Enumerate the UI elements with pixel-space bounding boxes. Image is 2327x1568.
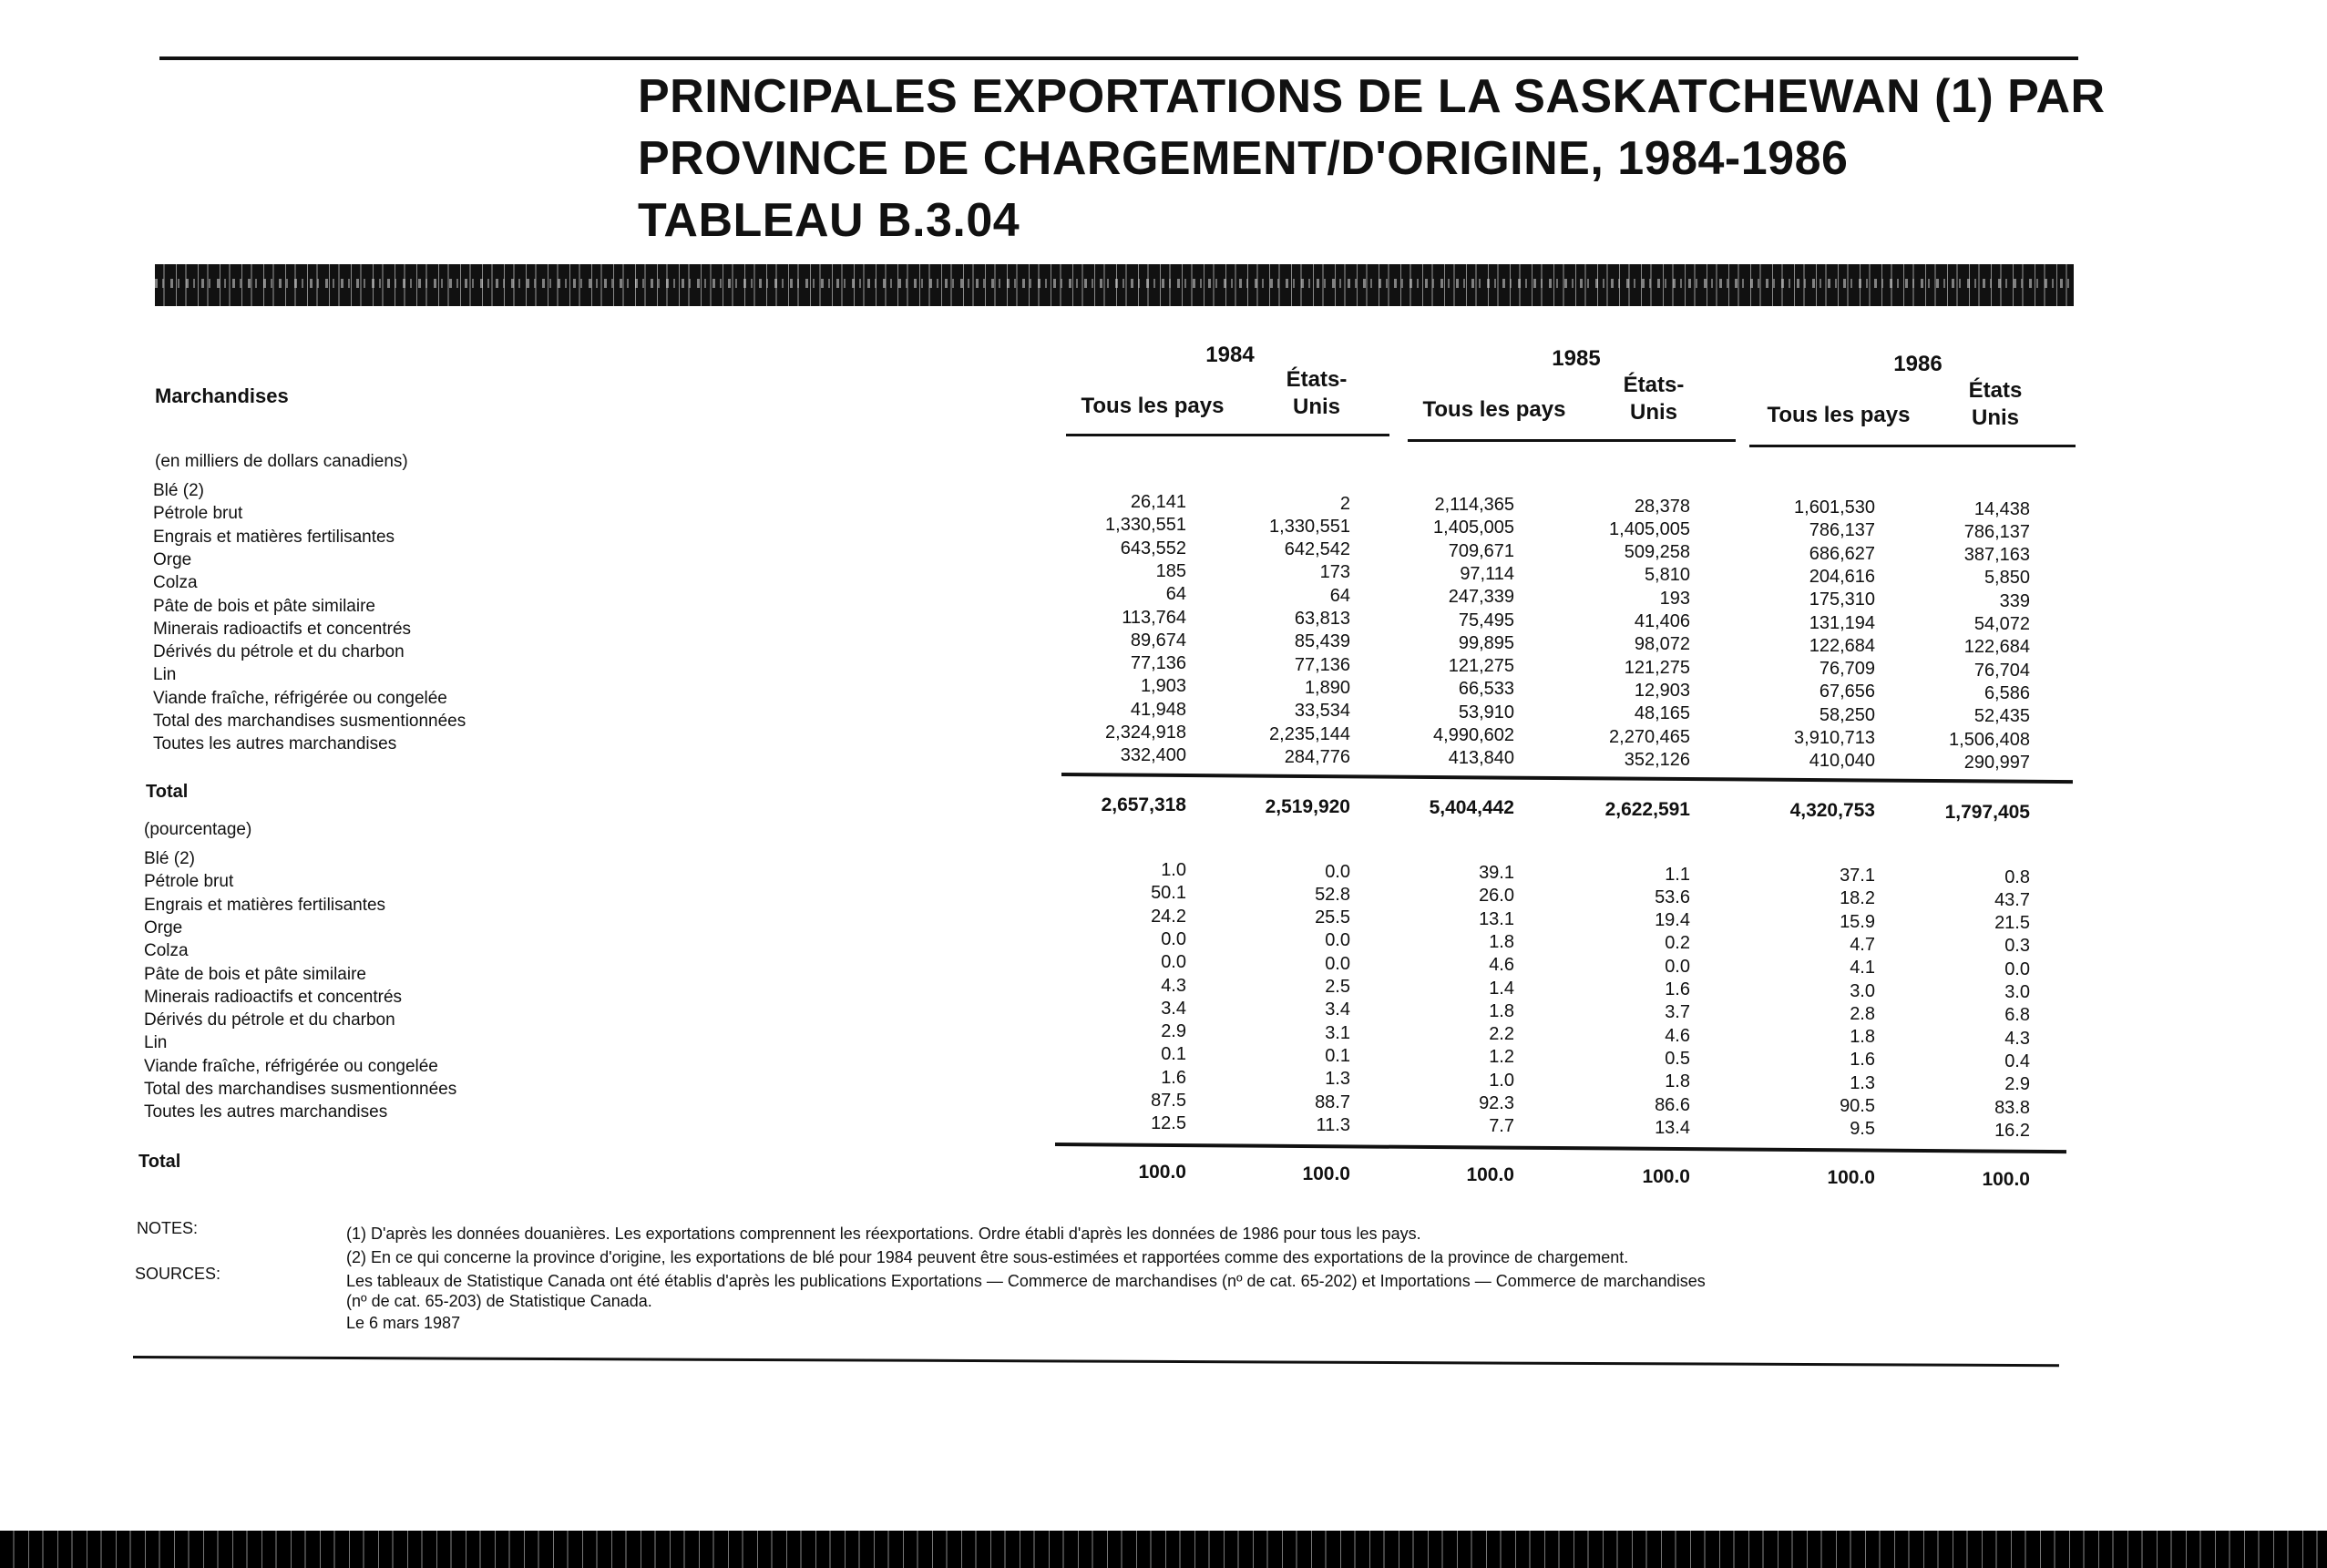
- value-thousands-r2-c2: 1,330,551: [1269, 516, 1350, 537]
- item-label-percentage-11: Total des marchandises susmentionnées: [144, 1080, 457, 1099]
- value-thousands-r7-c2: 85,439: [1294, 631, 1350, 652]
- value-percentage-r7-c4: 3.7: [1665, 1002, 1690, 1023]
- item-label-thousands-7: Minerais radioactifs et concentrés: [153, 619, 412, 639]
- item-label-percentage-9: Lin: [144, 1033, 168, 1053]
- value-thousands-r10-c5: 58,250: [1819, 704, 1875, 725]
- value-thousands-r6-c4: 41,406: [1634, 611, 1690, 631]
- item-label-thousands-9: Lin: [153, 665, 177, 685]
- top-rule: [159, 56, 2078, 60]
- value-percentage-r12-c2: 11.3: [1316, 1114, 1350, 1135]
- value-percentage-r12-c5: 9.5: [1850, 1119, 1875, 1140]
- section-unit-thousands: (en milliers de dollars canadiens): [155, 452, 408, 471]
- value-thousands-r12-c2: 284,776: [1284, 746, 1350, 767]
- value-percentage-r4-c5: 4.7: [1850, 934, 1875, 955]
- value-thousands-r5-c4: 193: [1659, 588, 1690, 609]
- value-percentage-r10-c4: 1.8: [1665, 1071, 1690, 1092]
- item-label-percentage-4: Orge: [144, 917, 183, 938]
- item-label-thousands-12: Toutes les autres marchandises: [153, 734, 397, 754]
- value-thousands-r5-c5: 175,310: [1809, 589, 1875, 610]
- total-rule-2: [1055, 1143, 2066, 1153]
- value-thousands-r5-c3: 247,339: [1448, 587, 1514, 608]
- item-label-thousands-11: Total des marchandises susmentionnées: [153, 712, 466, 731]
- title-line-3: TABLEAU B.3.04: [638, 194, 1020, 247]
- item-label-percentage-7: Minerais radioactifs et concentrés: [144, 987, 403, 1007]
- value-thousands-r12-c4: 352,126: [1624, 749, 1690, 770]
- value-thousands-r8-c2: 77,136: [1294, 654, 1350, 675]
- value-percentage-r10-c6: 2.9: [2004, 1074, 2030, 1095]
- value-percentage-r12-c1: 12.5: [1151, 1113, 1186, 1134]
- value-thousands-r12-c5: 410,040: [1809, 751, 1875, 772]
- value-percentage-r9-c1: 0.1: [1161, 1044, 1186, 1065]
- value-percentage-r6-c6: 3.0: [2004, 982, 2030, 1002]
- value-percentage-r1-c4: 1.1: [1665, 864, 1690, 885]
- value-thousands-r12-c6: 290,997: [1963, 752, 2030, 773]
- value-thousands-r5-c1: 64: [1165, 584, 1186, 605]
- value-percentage-r12-c3: 7.7: [1489, 1116, 1514, 1137]
- total-percentage-c2: 100.0: [1302, 1163, 1350, 1184]
- document-date: Le 6 mars 1987: [346, 1314, 461, 1332]
- title-line-2: PROVINCE DE CHARGEMENT/D'ORIGINE, 1984-1986: [638, 132, 1849, 185]
- item-label-thousands-1: Blé (2): [153, 481, 204, 500]
- value-percentage-r11-c6: 83.8: [1994, 1097, 2030, 1118]
- value-percentage-r11-c2: 88.7: [1315, 1091, 1350, 1112]
- col-1984-all-countries: Tous les pays: [1081, 394, 1225, 418]
- value-thousands-r6-c2: 63,813: [1294, 609, 1350, 629]
- value-percentage-r7-c5: 2.8: [1850, 1003, 1875, 1024]
- value-thousands-r7-c4: 98,072: [1634, 634, 1690, 655]
- value-percentage-r2-c1: 50.1: [1151, 883, 1186, 904]
- item-label-percentage-6: Pâte de bois et pâte similaire: [144, 964, 366, 984]
- value-thousands-r10-c3: 53,910: [1458, 702, 1514, 723]
- value-thousands-r3-c4: 509,258: [1624, 542, 1690, 563]
- value-thousands-r6-c5: 131,194: [1809, 612, 1875, 633]
- total-percentage-c5: 100.0: [1827, 1167, 1875, 1188]
- value-thousands-r9-c4: 12,903: [1634, 680, 1690, 701]
- value-percentage-r2-c2: 52.8: [1315, 884, 1350, 905]
- total-thousands-c3: 5,404,442: [1429, 797, 1514, 818]
- value-thousands-r9-c5: 67,656: [1819, 682, 1875, 702]
- sources-label: SOURCES:: [135, 1265, 221, 1283]
- source-line-2: (nº de cat. 65-203) de Statistique Canada.: [346, 1292, 652, 1310]
- value-percentage-r3-c4: 19.4: [1655, 910, 1690, 931]
- value-percentage-r2-c4: 53.6: [1655, 886, 1690, 907]
- header-underline-1986: [1749, 445, 2076, 447]
- row-header-marchandises: Marchandises: [155, 384, 289, 407]
- total-rule-1: [1061, 773, 2073, 784]
- value-thousands-r10-c1: 41,948: [1130, 699, 1186, 720]
- value-percentage-r9-c6: 0.4: [2004, 1050, 2030, 1071]
- value-percentage-r1-c5: 37.1: [1840, 866, 1875, 886]
- value-thousands-r3-c5: 686,627: [1809, 543, 1875, 564]
- value-thousands-r4-c6: 5,850: [1984, 568, 2030, 589]
- value-thousands-r9-c6: 6,586: [1984, 682, 2030, 703]
- value-thousands-r1-c4: 28,378: [1634, 496, 1690, 517]
- value-thousands-r11-c5: 3,910,713: [1794, 728, 1875, 748]
- value-percentage-r2-c3: 26.0: [1479, 886, 1514, 907]
- value-thousands-r1-c5: 1,601,530: [1794, 497, 1875, 518]
- value-thousands-r4-c5: 204,616: [1809, 566, 1875, 587]
- value-percentage-r5-c6: 0.0: [2004, 958, 2030, 979]
- value-percentage-r8-c1: 2.9: [1161, 1021, 1186, 1042]
- value-thousands-r2-c3: 1,405,005: [1433, 518, 1514, 538]
- value-thousands-r1-c6: 14,438: [1973, 498, 2030, 519]
- value-thousands-r12-c3: 413,840: [1448, 748, 1514, 769]
- notes-label: NOTES:: [137, 1219, 199, 1237]
- item-label-thousands-2: Pétrole brut: [153, 504, 243, 524]
- value-thousands-r6-c6: 54,072: [1973, 614, 2030, 634]
- value-percentage-r6-c3: 1.4: [1489, 978, 1514, 999]
- value-thousands-r4-c1: 185: [1155, 560, 1186, 581]
- value-thousands-r3-c6: 387,163: [1963, 545, 2030, 566]
- value-thousands-r10-c4: 48,165: [1634, 703, 1690, 724]
- value-thousands-r8-c6: 76,704: [1973, 660, 2030, 681]
- value-percentage-r12-c4: 13.4: [1655, 1117, 1690, 1138]
- note-2: (2) En ce qui concerne la province d'origine, les exportations de blé pour 1984 peuvent être sous-estimées et rapportées comme des exportations de la province de chargement.: [346, 1248, 1629, 1266]
- value-percentage-r10-c3: 1.0: [1489, 1070, 1514, 1091]
- total-thousands-c4: 2,622,591: [1604, 798, 1690, 820]
- year-1985: 1985: [1552, 346, 1601, 371]
- item-label-thousands-5: Colza: [153, 573, 198, 593]
- value-percentage-r3-c2: 25.5: [1315, 907, 1350, 928]
- value-percentage-r4-c1: 0.0: [1161, 928, 1186, 949]
- value-thousands-r7-c3: 99,895: [1458, 632, 1514, 653]
- value-percentage-r11-c1: 87.5: [1151, 1091, 1186, 1111]
- value-percentage-r9-c4: 0.5: [1665, 1048, 1690, 1069]
- item-label-thousands-3: Engrais et matières fertilisantes: [153, 527, 395, 547]
- value-percentage-r8-c2: 3.1: [1325, 1022, 1350, 1043]
- item-label-thousands-4: Orge: [153, 549, 192, 569]
- value-percentage-r8-c4: 4.6: [1665, 1025, 1690, 1046]
- value-thousands-r8-c1: 77,136: [1130, 653, 1186, 674]
- value-percentage-r1-c3: 39.1: [1479, 863, 1514, 883]
- value-percentage-r9-c3: 1.2: [1489, 1047, 1514, 1068]
- value-thousands-r11-c3: 4,990,602: [1433, 725, 1514, 745]
- value-thousands-r8-c4: 121,275: [1624, 657, 1690, 678]
- value-thousands-r4-c4: 5,810: [1644, 565, 1690, 586]
- value-percentage-r6-c2: 2.5: [1325, 977, 1350, 997]
- value-thousands-r3-c3: 709,671: [1448, 540, 1514, 561]
- value-percentage-r5-c4: 0.0: [1665, 956, 1690, 977]
- value-thousands-r10-c6: 52,435: [1973, 706, 2030, 727]
- header-underline-1984: [1066, 434, 1389, 436]
- value-percentage-r10-c1: 1.6: [1161, 1067, 1186, 1088]
- header-underline-1985: [1408, 439, 1736, 442]
- value-thousands-r2-c6: 786,137: [1963, 521, 2030, 542]
- value-thousands-r6-c3: 75,495: [1458, 610, 1514, 630]
- value-percentage-r8-c3: 2.2: [1489, 1024, 1514, 1045]
- value-percentage-r4-c3: 1.8: [1489, 931, 1514, 952]
- total-percentage-c3: 100.0: [1466, 1164, 1514, 1185]
- value-percentage-r7-c3: 1.8: [1489, 1000, 1514, 1021]
- item-label-percentage-5: Colza: [144, 941, 189, 961]
- value-percentage-r5-c1: 0.0: [1161, 952, 1186, 973]
- value-thousands-r11-c1: 2,324,918: [1105, 723, 1186, 743]
- value-percentage-r11-c5: 90.5: [1840, 1096, 1875, 1116]
- total-percentage-c6: 100.0: [1982, 1168, 2030, 1190]
- item-label-percentage-12: Toutes les autres marchandises: [144, 1102, 388, 1122]
- value-percentage-r4-c6: 0.3: [2004, 936, 2030, 957]
- item-label-percentage-2: Pétrole brut: [144, 872, 234, 892]
- scan-edge-strip: [0, 1531, 2327, 1568]
- value-thousands-r3-c1: 643,552: [1120, 538, 1186, 559]
- total-thousands-c2: 2,519,920: [1265, 795, 1350, 817]
- value-thousands-r11-c4: 2,270,465: [1609, 726, 1690, 747]
- value-percentage-r5-c2: 0.0: [1325, 953, 1350, 974]
- value-thousands-r10-c2: 33,534: [1294, 701, 1350, 722]
- col-1985-all-countries: Tous les pays: [1422, 397, 1566, 422]
- document-title: [638, 66, 2106, 251]
- total-label-2: Total: [138, 1152, 181, 1172]
- value-percentage-r12-c6: 16.2: [1994, 1120, 2030, 1141]
- col-1984-us: États- Unis: [1286, 367, 1348, 419]
- total-thousands-c5: 4,320,753: [1789, 800, 1875, 821]
- value-percentage-r11-c3: 92.3: [1479, 1093, 1514, 1113]
- value-thousands-r2-c1: 1,330,551: [1105, 515, 1186, 536]
- title-line-1: PRINCIPALES EXPORTATIONS DE LA SASKATCHEWAN (1) PAR: [638, 70, 2106, 123]
- value-percentage-r3-c6: 21.5: [1994, 913, 2030, 934]
- value-thousands-r4-c2: 173: [1319, 562, 1350, 583]
- value-percentage-r4-c2: 0.0: [1325, 930, 1350, 951]
- value-percentage-r6-c5: 3.0: [1850, 980, 1875, 1001]
- value-percentage-r9-c5: 1.6: [1850, 1050, 1875, 1071]
- item-label-percentage-1: Blé (2): [144, 849, 195, 868]
- year-1986: 1986: [1893, 352, 1943, 376]
- value-thousands-r4-c3: 97,114: [1460, 563, 1514, 584]
- total-label-1: Total: [146, 782, 189, 802]
- value-percentage-r5-c5: 4.1: [1850, 958, 1875, 979]
- value-thousands-r1-c2: 2: [1339, 493, 1350, 514]
- section-unit-percentage: (pourcentage): [144, 820, 252, 839]
- value-percentage-r6-c1: 4.3: [1161, 975, 1186, 996]
- value-thousands-r8-c5: 76,709: [1819, 659, 1875, 680]
- value-percentage-r1-c2: 0.0: [1325, 861, 1350, 882]
- value-percentage-r3-c3: 13.1: [1479, 908, 1514, 929]
- value-percentage-r10-c5: 1.3: [1850, 1072, 1875, 1093]
- item-label-percentage-8: Dérivés du pétrole et du charbon: [144, 1010, 395, 1030]
- value-percentage-r11-c4: 86.6: [1655, 1094, 1690, 1115]
- value-thousands-r7-c5: 122,684: [1809, 635, 1875, 656]
- value-thousands-r7-c1: 89,674: [1130, 630, 1186, 651]
- value-thousands-r2-c4: 1,405,005: [1609, 518, 1690, 539]
- value-thousands-r6-c1: 113,764: [1122, 607, 1186, 628]
- bottom-rule: [133, 1356, 2059, 1367]
- item-label-thousands-8: Dérivés du pétrole et du charbon: [153, 642, 405, 662]
- value-thousands-r11-c2: 2,235,144: [1269, 723, 1350, 744]
- value-thousands-r9-c1: 1,903: [1140, 676, 1186, 697]
- total-percentage-c4: 100.0: [1642, 1165, 1690, 1187]
- year-1984: 1984: [1205, 343, 1255, 367]
- value-thousands-r8-c3: 121,275: [1448, 656, 1514, 677]
- value-thousands-r11-c6: 1,506,408: [1949, 729, 2030, 750]
- value-percentage-r10-c2: 1.3: [1325, 1069, 1350, 1090]
- col-1986-all-countries: Tous les pays: [1767, 403, 1911, 427]
- value-thousands-r3-c2: 642,542: [1284, 539, 1350, 560]
- value-thousands-r1-c3: 2,114,365: [1434, 495, 1514, 515]
- value-percentage-r1-c6: 0.8: [2004, 866, 2030, 887]
- note-1: (1) D'après les données douanières. Les exportations comprennent les réexportations. Ordre établi d'après les données de 1986 pour tous les pays.: [346, 1225, 1421, 1243]
- value-percentage-r3-c5: 15.9: [1840, 911, 1875, 932]
- item-label-thousands-10: Viande fraîche, réfrigérée ou congelée: [153, 688, 447, 708]
- value-percentage-r8-c6: 4.3: [2004, 1028, 2030, 1049]
- value-percentage-r3-c1: 24.2: [1151, 906, 1186, 927]
- decorative-band: [155, 264, 2074, 306]
- col-1986-us: États Unis: [1968, 378, 2023, 430]
- total-thousands-c6: 1,797,405: [1944, 801, 2030, 823]
- total-percentage-c1: 100.0: [1138, 1162, 1186, 1183]
- value-percentage-r7-c1: 3.4: [1161, 998, 1186, 1019]
- item-label-thousands-6: Pâte de bois et pâte similaire: [153, 596, 375, 616]
- value-percentage-r2-c5: 18.2: [1840, 888, 1875, 909]
- item-label-percentage-3: Engrais et matières fertilisantes: [144, 895, 386, 915]
- value-percentage-r7-c6: 6.8: [2004, 1005, 2030, 1026]
- value-thousands-r7-c6: 122,684: [1963, 637, 2030, 658]
- value-percentage-r9-c2: 0.1: [1325, 1045, 1350, 1066]
- value-thousands-r5-c6: 339: [1999, 590, 2030, 611]
- value-percentage-r5-c3: 4.6: [1489, 955, 1514, 976]
- value-percentage-r8-c5: 1.8: [1850, 1027, 1875, 1048]
- col-1985-us: États- Unis: [1623, 373, 1685, 425]
- value-thousands-r12-c1: 332,400: [1120, 745, 1186, 766]
- value-thousands-r2-c5: 786,137: [1809, 520, 1875, 541]
- value-percentage-r4-c4: 0.2: [1665, 933, 1690, 954]
- value-percentage-r7-c2: 3.4: [1325, 999, 1350, 1020]
- value-thousands-r1-c1: 26,141: [1130, 492, 1186, 512]
- source-line-1: Les tableaux de Statistique Canada ont été établis d'après les publications Exportations — Commerce de marchandises (nº de cat. 65-202) et Importations — Commerce de marchandises: [346, 1272, 1706, 1290]
- value-thousands-r5-c2: 64: [1329, 585, 1350, 606]
- item-label-percentage-10: Viande fraîche, réfrigérée ou congelée: [144, 1056, 438, 1076]
- total-thousands-c1: 2,657,318: [1101, 794, 1186, 815]
- value-percentage-r1-c1: 1.0: [1161, 860, 1186, 880]
- value-percentage-r2-c6: 43.7: [1994, 889, 2030, 910]
- value-thousands-r9-c2: 1,890: [1304, 677, 1350, 698]
- value-percentage-r6-c4: 1.6: [1665, 979, 1690, 999]
- value-thousands-r9-c3: 66,533: [1458, 679, 1514, 700]
